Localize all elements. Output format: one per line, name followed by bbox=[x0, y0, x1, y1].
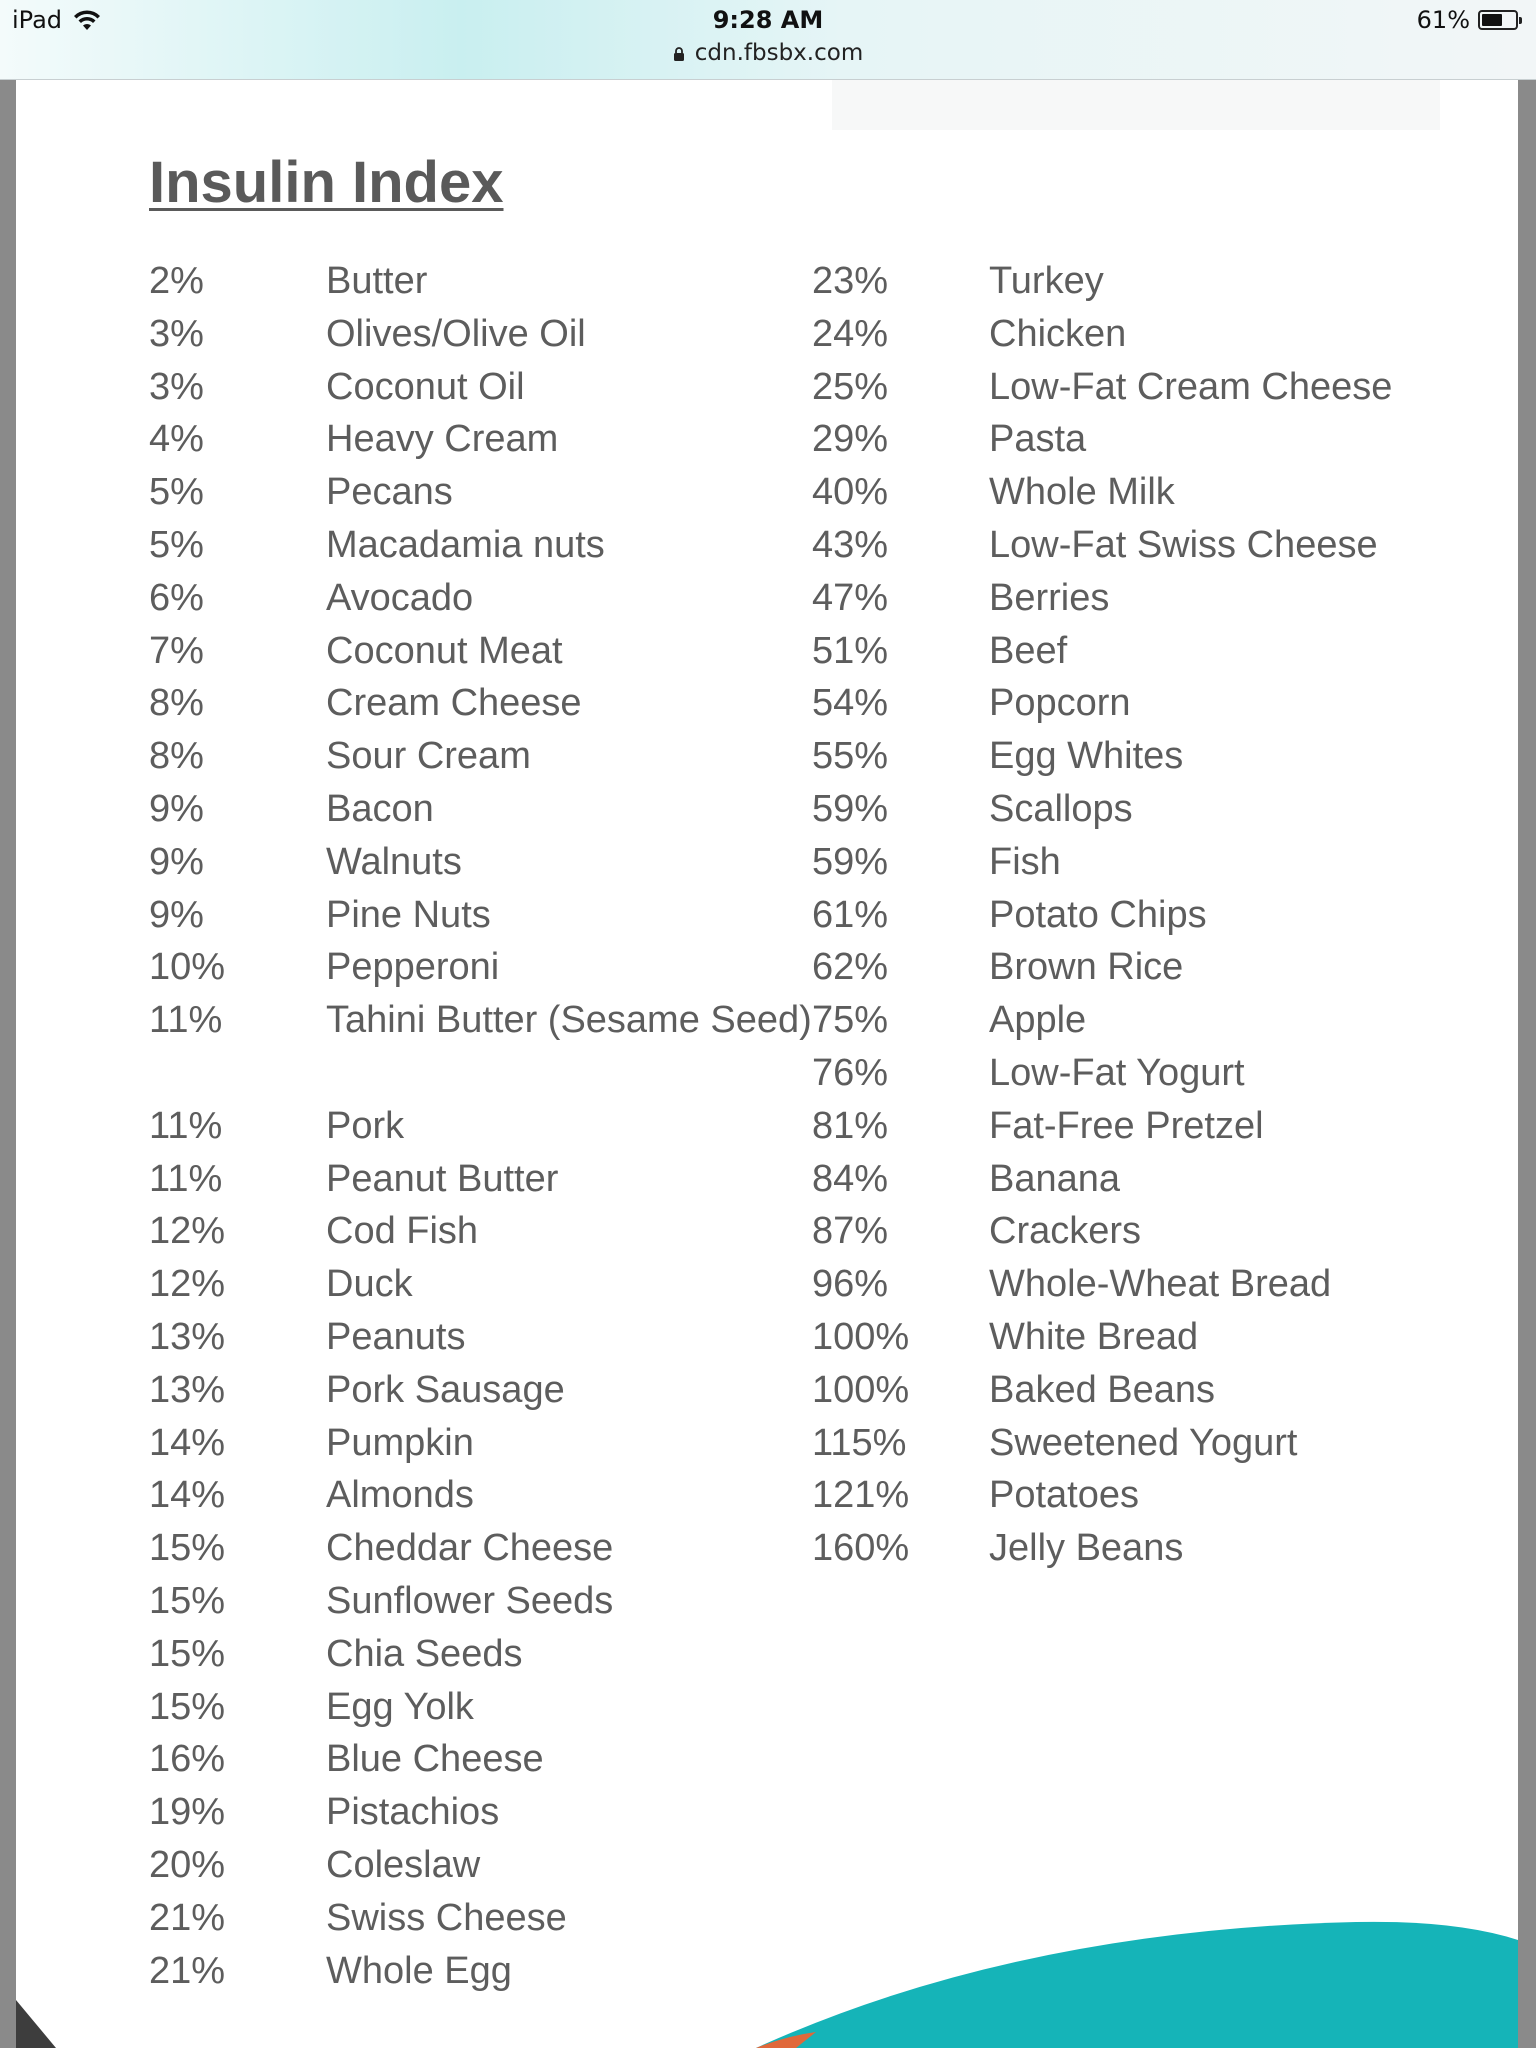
list-item bbox=[149, 1733, 826, 1786]
insulin-percent: 16% bbox=[149, 1738, 226, 1781]
list-item bbox=[812, 1522, 1489, 1575]
insulin-percent: 19% bbox=[149, 1791, 226, 1834]
battery-icon bbox=[1478, 10, 1518, 30]
food-name: Heavy Cream bbox=[326, 418, 559, 461]
insulin-percent: 87% bbox=[812, 1210, 889, 1253]
food-name: Swiss Cheese bbox=[326, 1896, 567, 1939]
insulin-percent: 9% bbox=[149, 787, 204, 830]
food-name: Popcorn bbox=[989, 682, 1131, 725]
list-item bbox=[149, 730, 826, 783]
list-item bbox=[812, 519, 1489, 572]
food-name: Coconut Meat bbox=[326, 629, 563, 672]
food-name: Brown Rice bbox=[989, 946, 1184, 989]
list-item bbox=[812, 1364, 1489, 1417]
list-item bbox=[149, 255, 826, 308]
list-item bbox=[149, 519, 826, 572]
list-item bbox=[812, 1100, 1489, 1153]
food-name: Low-Fat Swiss Cheese bbox=[989, 523, 1378, 566]
list-item bbox=[149, 413, 826, 466]
food-name: Sunflower Seeds bbox=[326, 1579, 614, 1622]
food-name: Tahini Butter (Sesame Seed) bbox=[326, 999, 812, 1042]
food-name: Avocado bbox=[326, 576, 474, 619]
insulin-percent: 24% bbox=[812, 312, 889, 355]
insulin-percent: 160% bbox=[812, 1527, 910, 1570]
food-name: Potatoes bbox=[989, 1474, 1139, 1517]
list-item bbox=[812, 361, 1489, 414]
list-item bbox=[149, 1786, 826, 1839]
food-name: Almonds bbox=[326, 1474, 474, 1517]
insulin-percent: 2% bbox=[149, 260, 204, 302]
insulin-percent: 29% bbox=[812, 418, 889, 461]
insulin-percent: 51% bbox=[812, 629, 889, 672]
list-item bbox=[149, 1100, 826, 1153]
food-name: Sweetened Yogurt bbox=[989, 1421, 1298, 1464]
food-name: Turkey bbox=[989, 260, 1104, 302]
insulin-percent: 54% bbox=[812, 682, 889, 725]
food-name: Pepperoni bbox=[326, 946, 500, 989]
list-item bbox=[812, 625, 1489, 678]
food-name: Pork bbox=[326, 1104, 405, 1147]
list-item bbox=[812, 783, 1489, 836]
insulin-percent: 25% bbox=[812, 365, 889, 408]
food-name: Peanuts bbox=[326, 1315, 466, 1358]
list-item bbox=[812, 466, 1489, 519]
food-name: Sour Cream bbox=[326, 735, 531, 778]
food-name: Coleslaw bbox=[326, 1843, 481, 1886]
list-item bbox=[812, 677, 1489, 730]
list-item bbox=[149, 572, 826, 625]
list-item bbox=[149, 625, 826, 678]
food-name: Whole-Wheat Bread bbox=[989, 1263, 1332, 1306]
url-text: cdn.fbsbx.com bbox=[694, 40, 864, 66]
battery-fill bbox=[1482, 14, 1502, 26]
insulin-percent: 20% bbox=[149, 1843, 226, 1886]
insulin-percent: 15% bbox=[149, 1685, 226, 1728]
list-item bbox=[149, 1575, 826, 1628]
insulin-percent: 13% bbox=[149, 1315, 226, 1358]
list-item bbox=[149, 1522, 826, 1575]
list-item bbox=[812, 994, 1489, 1047]
food-name: Egg Yolk bbox=[326, 1685, 474, 1728]
list-item bbox=[149, 1153, 826, 1206]
list-item bbox=[812, 308, 1489, 361]
list-item bbox=[149, 1364, 826, 1417]
food-name: Pasta bbox=[989, 418, 1087, 461]
insulin-percent: 9% bbox=[149, 840, 204, 883]
food-name: Cod Fish bbox=[326, 1210, 479, 1253]
list-item bbox=[812, 413, 1489, 466]
insulin-percent: 8% bbox=[149, 735, 204, 778]
list-item bbox=[149, 889, 826, 942]
insulin-percent: 96% bbox=[812, 1263, 889, 1306]
insulin-percent: 21% bbox=[149, 1896, 226, 1939]
insulin-percent: 75% bbox=[812, 999, 889, 1042]
page-header-shade bbox=[832, 80, 1440, 130]
food-name: Fish bbox=[989, 840, 1061, 883]
food-name: Whole Egg bbox=[326, 1949, 512, 1992]
food-name: Olives/Olive Oil bbox=[326, 312, 586, 355]
food-name: Chicken bbox=[989, 312, 1127, 355]
food-name: Duck bbox=[326, 1263, 413, 1306]
insulin-percent: 9% bbox=[149, 893, 204, 936]
device-name: iPad bbox=[12, 6, 63, 34]
list-item bbox=[149, 1205, 826, 1258]
food-name: Cream Cheese bbox=[326, 682, 582, 725]
insulin-percent: 121% bbox=[812, 1474, 910, 1517]
insulin-percent: 23% bbox=[812, 260, 889, 302]
insulin-percent: 40% bbox=[812, 471, 889, 514]
food-name: Scallops bbox=[989, 787, 1133, 830]
list-item bbox=[812, 889, 1489, 942]
food-name: Pumpkin bbox=[326, 1421, 474, 1464]
list-item bbox=[812, 1047, 1489, 1100]
insulin-percent: 4% bbox=[149, 418, 204, 461]
insulin-percent: 62% bbox=[812, 946, 889, 989]
decorative-swoosh bbox=[16, 1910, 1518, 2048]
right-column-list bbox=[812, 255, 1489, 1575]
list-item bbox=[812, 941, 1489, 994]
insulin-percent: 47% bbox=[812, 576, 889, 619]
list-item bbox=[812, 1205, 1489, 1258]
food-name: Blue Cheese bbox=[326, 1738, 544, 1781]
food-name: Macadamia nuts bbox=[326, 523, 605, 566]
insulin-percent: 14% bbox=[149, 1421, 226, 1464]
list-item bbox=[149, 783, 826, 836]
insulin-percent: 59% bbox=[812, 840, 889, 883]
insulin-percent: 3% bbox=[149, 365, 204, 408]
list-item bbox=[149, 1417, 826, 1470]
list-item bbox=[149, 1839, 826, 1892]
battery-percent: 61% bbox=[1416, 6, 1470, 34]
status-right bbox=[1417, 6, 1518, 34]
insulin-percent: 12% bbox=[149, 1263, 226, 1306]
insulin-percent: 5% bbox=[149, 471, 204, 514]
list-item bbox=[149, 941, 826, 994]
food-name: Potato Chips bbox=[989, 893, 1207, 936]
food-name: Pecans bbox=[326, 471, 453, 514]
insulin-percent: 11% bbox=[149, 1104, 223, 1147]
food-name: Apple bbox=[989, 999, 1087, 1042]
list-item bbox=[149, 308, 826, 361]
food-name: Peanut Butter bbox=[326, 1157, 559, 1200]
list-item bbox=[149, 1311, 826, 1364]
insulin-percent: 11% bbox=[149, 1157, 223, 1200]
insulin-percent: 76% bbox=[812, 1051, 889, 1094]
list-item bbox=[149, 1258, 826, 1311]
insulin-percent: 15% bbox=[149, 1632, 226, 1675]
list-item bbox=[812, 730, 1489, 783]
insulin-percent: 11% bbox=[149, 999, 223, 1042]
insulin-percent: 61% bbox=[812, 893, 889, 936]
list-item bbox=[149, 994, 826, 1100]
insulin-percent: 55% bbox=[812, 735, 889, 778]
insulin-percent: 6% bbox=[149, 576, 204, 619]
insulin-percent: 7% bbox=[149, 629, 204, 672]
list-item bbox=[812, 836, 1489, 889]
lock-icon bbox=[673, 47, 685, 61]
food-name: Pistachios bbox=[326, 1791, 500, 1834]
insulin-percent: 21% bbox=[149, 1949, 226, 1992]
address-bar[interactable] bbox=[0, 40, 1536, 66]
insulin-percent: 59% bbox=[812, 787, 889, 830]
food-name: Low-Fat Cream Cheese bbox=[989, 365, 1393, 408]
left-column-list bbox=[149, 255, 826, 1997]
list-item bbox=[812, 1417, 1489, 1470]
insulin-percent: 100% bbox=[812, 1315, 910, 1358]
list-item bbox=[149, 1628, 826, 1681]
list-item bbox=[812, 1469, 1489, 1522]
insulin-percent: 10% bbox=[149, 946, 226, 989]
insulin-percent: 115% bbox=[812, 1421, 907, 1464]
food-name: Bacon bbox=[326, 787, 434, 830]
food-name: Pork Sausage bbox=[326, 1368, 565, 1411]
food-name: White Bread bbox=[989, 1315, 1199, 1358]
list-item bbox=[812, 1153, 1489, 1206]
food-name: Banana bbox=[989, 1157, 1121, 1200]
right-scroll-edge bbox=[1518, 80, 1536, 2048]
food-name: Pine Nuts bbox=[326, 893, 491, 936]
list-item bbox=[812, 1311, 1489, 1364]
insulin-percent: 3% bbox=[149, 312, 204, 355]
list-item bbox=[812, 572, 1489, 625]
list-item bbox=[149, 466, 826, 519]
document-page[interactable] bbox=[16, 80, 1518, 2048]
list-item bbox=[149, 836, 826, 889]
food-name: Low-Fat Yogurt bbox=[989, 1051, 1245, 1094]
list-item bbox=[149, 1469, 826, 1522]
page-title: Insulin Index bbox=[149, 150, 504, 215]
insulin-percent: 15% bbox=[149, 1579, 226, 1622]
insulin-percent: 5% bbox=[149, 523, 204, 566]
insulin-percent: 14% bbox=[149, 1474, 226, 1517]
list-item bbox=[149, 361, 826, 414]
insulin-percent: 81% bbox=[812, 1104, 889, 1147]
food-name: Egg Whites bbox=[989, 735, 1184, 778]
insulin-percent: 12% bbox=[149, 1210, 226, 1253]
list-item bbox=[812, 255, 1489, 308]
food-name: Chia Seeds bbox=[326, 1632, 523, 1675]
insulin-percent: 100% bbox=[812, 1368, 910, 1411]
insulin-percent: 43% bbox=[812, 523, 889, 566]
food-name: Beef bbox=[989, 629, 1068, 672]
insulin-percent: 15% bbox=[149, 1527, 226, 1570]
food-name: Butter bbox=[326, 260, 428, 302]
insulin-percent: 13% bbox=[149, 1368, 226, 1411]
status-bar bbox=[0, 0, 1536, 80]
food-name: Cheddar Cheese bbox=[326, 1527, 614, 1570]
insulin-percent: 84% bbox=[812, 1157, 889, 1200]
food-name: Baked Beans bbox=[989, 1368, 1216, 1411]
food-name: Crackers bbox=[989, 1210, 1142, 1253]
food-name: Coconut Oil bbox=[326, 365, 525, 408]
food-name: Fat-Free Pretzel bbox=[989, 1104, 1264, 1147]
food-name: Berries bbox=[989, 576, 1110, 619]
clock: 9:28 AM bbox=[712, 6, 824, 34]
list-item bbox=[149, 1681, 826, 1734]
insulin-percent: 8% bbox=[149, 682, 204, 725]
food-name: Whole Milk bbox=[989, 471, 1175, 514]
food-name: Jelly Beans bbox=[989, 1527, 1184, 1570]
list-item bbox=[812, 1258, 1489, 1311]
food-name: Walnuts bbox=[326, 840, 462, 883]
list-item bbox=[149, 677, 826, 730]
